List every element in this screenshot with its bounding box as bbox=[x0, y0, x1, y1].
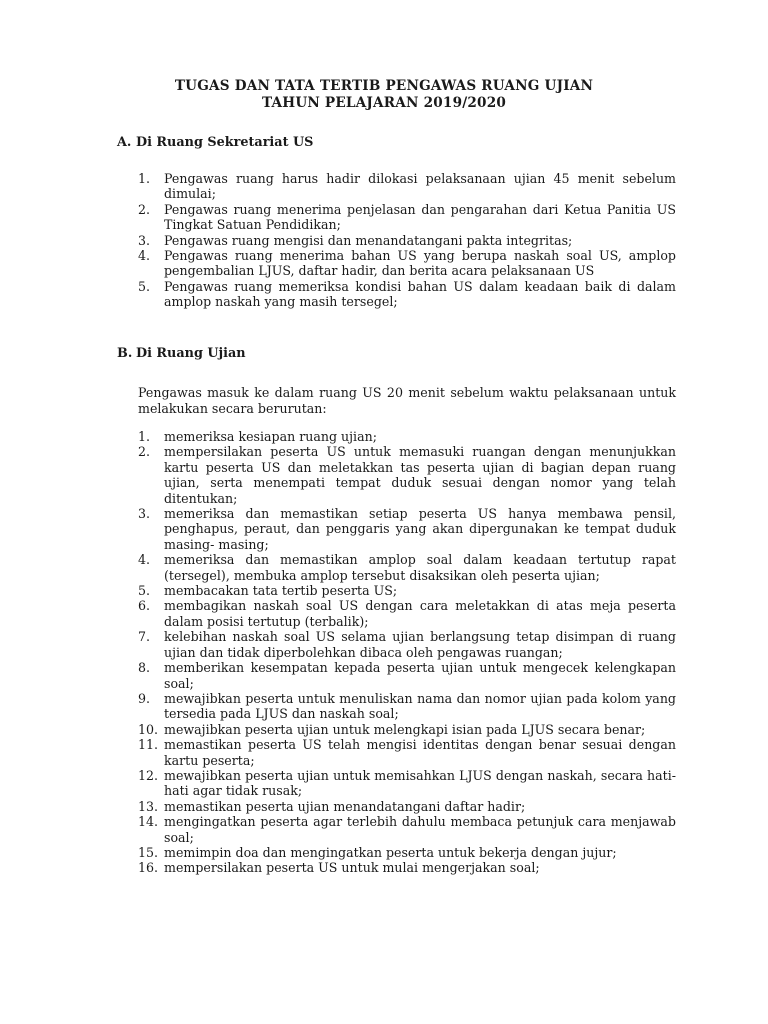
list-item bbox=[138, 429, 676, 444]
section-b-list bbox=[138, 429, 676, 876]
section-b-title: Di Ruang Ujian bbox=[136, 346, 246, 361]
item-text: memastikan peserta ujian menandatangani daftar hadir; bbox=[164, 798, 526, 814]
item-number: 5. bbox=[138, 583, 151, 599]
section-a-list bbox=[138, 171, 676, 310]
item-number: 3. bbox=[138, 506, 151, 522]
list-item bbox=[138, 737, 676, 768]
item-text: mewajibkan peserta untuk menuliskan nama dan nomor ujian pada kolom yang tersedia pada LJUS dan naskah soal; bbox=[164, 690, 676, 722]
document-subtitle: TAHUN PELAJARAN 2019/2020 bbox=[261, 95, 507, 111]
list-item bbox=[138, 444, 676, 506]
item-text: memimpin doa dan mengingatkan peserta untuk bekerja dengan jujur; bbox=[164, 844, 617, 860]
item-text: mengingatkan peserta agar terlebih dahulu membaca petunjuk cara menjawab soal; bbox=[164, 814, 676, 845]
section-a-title: Di Ruang Sekretariat US bbox=[136, 135, 314, 150]
list-item bbox=[138, 202, 676, 233]
item-text: membagikan naskah soal US dengan cara meletakkan di atas meja peserta dalam posisi tertutup (terbalik); bbox=[164, 598, 676, 629]
section-b-intro: Pengawas masuk ke dalam ruang US 20 menit sebelum waktu pelaksanaan untuk melakukan secara berurutan: bbox=[138, 385, 676, 416]
item-number: 1. bbox=[138, 171, 151, 186]
list-item bbox=[138, 768, 676, 799]
item-number: 13. bbox=[138, 798, 159, 814]
list-item bbox=[138, 691, 676, 722]
list-item bbox=[138, 598, 676, 629]
item-text: Pengawas ruang memeriksa kondisi bahan US dalam keadaan baik di dalam amplop naskah yang masih tersegel; bbox=[164, 278, 676, 310]
list-item bbox=[138, 860, 676, 875]
list-item bbox=[138, 814, 676, 845]
item-number: 5. bbox=[138, 278, 151, 294]
item-number: 8. bbox=[138, 660, 151, 676]
item-text: memastikan peserta US telah mengisi identitas dengan benar sesuai dengan kartu peserta; bbox=[164, 737, 676, 768]
item-text: Pengawas ruang mengisi dan menandatangani pakta integritas; bbox=[164, 232, 573, 248]
list-item bbox=[138, 233, 676, 248]
item-number: 2. bbox=[138, 201, 151, 217]
list-item bbox=[138, 552, 676, 583]
list-item bbox=[138, 799, 676, 814]
item-number: 12. bbox=[138, 767, 159, 783]
item-text: memeriksa dan memastikan amplop soal dalam keadaan tertutup rapat (tersegel), membuka amplop tersebut disaksikan oleh peserta ujian; bbox=[164, 552, 676, 583]
item-number: 14. bbox=[138, 814, 159, 830]
item-text: mewajibkan peserta ujian untuk melengkapi isian pada LJUS secara benar; bbox=[164, 721, 646, 737]
section-b-letter: B. bbox=[117, 346, 133, 361]
document-title: TUGAS DAN TATA TERTIB PENGAWAS RUANG UJIAN bbox=[174, 78, 594, 94]
section-b-heading bbox=[117, 346, 246, 362]
list-item bbox=[138, 722, 676, 737]
list-item bbox=[138, 629, 676, 660]
item-number: 6. bbox=[138, 598, 151, 614]
list-item bbox=[138, 506, 676, 552]
section-a-letter: A. bbox=[117, 135, 132, 150]
list-item bbox=[138, 583, 676, 598]
item-text: memberikan kesempatan kepada peserta ujian untuk mengecek kelengkapan soal; bbox=[164, 660, 676, 691]
item-text: mempersilakan peserta US untuk mulai mengerjakan soal; bbox=[164, 860, 540, 876]
list-item bbox=[138, 845, 676, 860]
item-number: 15. bbox=[138, 844, 159, 860]
item-text: kelebihan naskah soal US selama ujian berlangsung tetap disimpan di ruang ujian dan tidak diperbolehkan dibaca oleh pengawas ruangan; bbox=[164, 629, 676, 660]
list-item bbox=[138, 248, 676, 279]
item-number: 2. bbox=[138, 444, 151, 460]
list-item bbox=[138, 660, 676, 691]
item-number: 11. bbox=[138, 737, 159, 753]
item-text: Pengawas ruang menerima bahan US yang berupa naskah soal US, amplop pengembalian LJUS, daftar hadir, dan berita acara pelaksanaan US bbox=[164, 248, 676, 279]
item-text: mewajibkan peserta ujian untuk memisahkan LJUS dengan naskah, secara hati-hati agar tidak rusak; bbox=[164, 767, 676, 799]
item-text: memeriksa kesiapan ruang ujian; bbox=[164, 429, 377, 444]
list-item bbox=[138, 279, 676, 310]
item-number: 16. bbox=[138, 860, 159, 876]
item-number: 9. bbox=[138, 690, 151, 706]
item-text: membacakan tata tertib peserta US; bbox=[164, 583, 398, 599]
item-number: 4. bbox=[138, 248, 151, 264]
item-text: Pengawas ruang menerima penjelasan dan pengarahan dari Ketua Panitia US Tingkat Satuan Pendidikan; bbox=[164, 201, 676, 233]
item-text: mempersilakan peserta US untuk memasuki ruangan dengan menunjukkan kartu peserta US dan meletakkan tas peserta ujian di bagian depan ruang ujian, serta menempati tempat duduk sesuai dengan nomor yang telah ditentukan; bbox=[164, 444, 676, 506]
item-number: 10. bbox=[138, 721, 159, 737]
item-number: 3. bbox=[138, 232, 151, 248]
item-text: memeriksa dan memastikan setiap peserta US hanya membawa pensil, penghapus, peraut, dan penggaris yang akan dipergunakan ke tempat duduk masing- masing; bbox=[164, 506, 676, 552]
item-number: 7. bbox=[138, 629, 151, 645]
item-number: 1. bbox=[138, 429, 151, 444]
section-a-heading bbox=[117, 135, 313, 151]
item-text: Pengawas ruang harus hadir dilokasi pelaksanaan ujian 45 menit sebelum dimulai; bbox=[164, 171, 676, 202]
item-number: 4. bbox=[138, 552, 151, 568]
list-item bbox=[138, 171, 676, 202]
